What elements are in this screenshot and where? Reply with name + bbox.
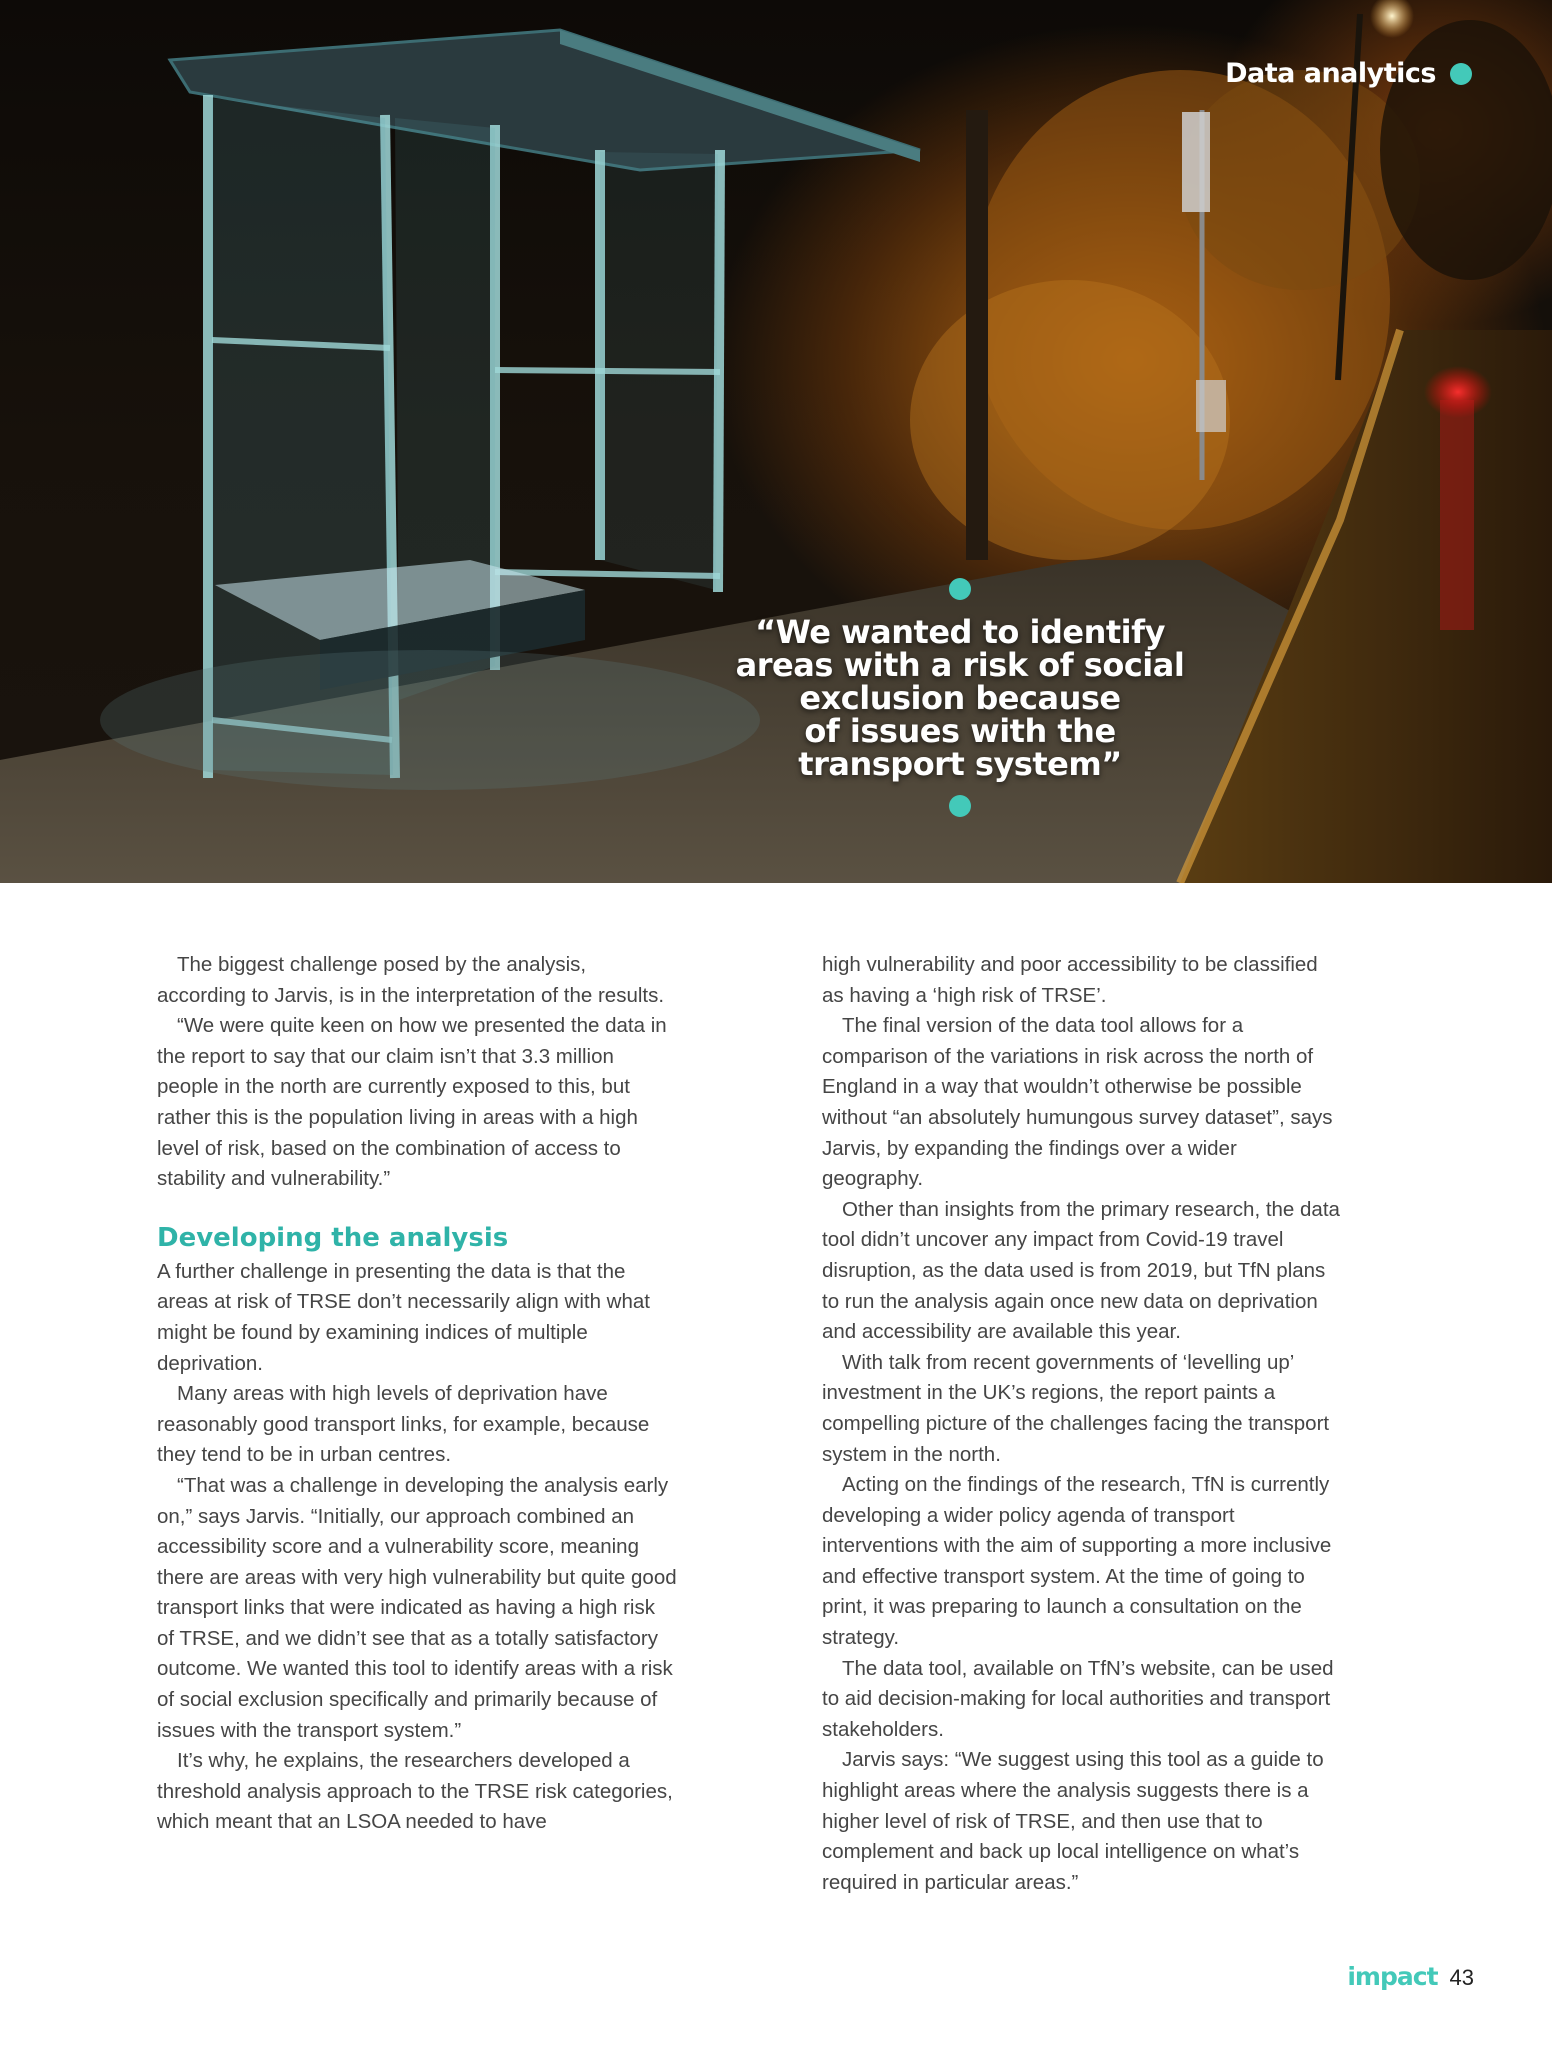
paragraph: It’s why, he explains, the researchers developed a threshold analysis approach to the TRSE risk categories, which meant that an LSOA needed to have	[157, 1749, 673, 1834]
magazine-logo: impact	[1347, 1962, 1438, 1991]
page-footer	[1347, 1962, 1474, 1991]
paragraph: With talk from recent governments of ‘levelling up’ investment in the UK’s regions, the report paints a compelling picture of the challenges facing the transport system in the north.	[822, 1350, 1330, 1466]
quote-bottom-dot-icon	[949, 795, 971, 817]
paragraph: The final version of the data tool allows for a comparison of the variations in risk across the north of England in a way that wouldn’t otherwise be possible without “an absolutely humungous survey dataset”, says Jarvis, by expanding the findings over a wider geography.	[822, 1014, 1333, 1191]
quote-top-dot-icon	[949, 578, 971, 600]
section-dot-icon	[1450, 63, 1472, 85]
paragraph: Other than insights from the primary research, the data tool didn’t uncover any impact from Covid-19 travel disruption, as the data used is from 2019, but TfN plans to run the analysis again once new data on deprivation and accessibility are available this year.	[822, 1197, 1340, 1344]
paragraph: A further challenge in presenting the data is that the areas at risk of TRSE don’t necessarily align with what might be found by examining indices of multiple deprivation.	[157, 1259, 650, 1375]
paragraph: Many areas with high levels of deprivation have reasonably good transport links, for example, because they tend to be in urban centres.	[157, 1382, 650, 1467]
paragraph: “That was a challenge in developing the analysis early on,” says Jarvis. “Initially, our approach combined an accessibility score and a vulnerability score, meaning there are areas with very high vulnerability but quite good transport links that were indicated as having a high risk of TRSE, and we didn’t see that as a totally satisfactory outcome. We wanted this tool to identify areas with a risk of social exclusion specifically and primarily because of issues with the transport system.”	[157, 1473, 677, 1742]
article-column-right	[822, 950, 1342, 1898]
pull-quote	[700, 578, 1220, 817]
paragraph: Jarvis says: “We suggest using this tool as a guide to highlight areas where the analysis suggests there is a higher level of risk of TRSE, and then use that to complement and back up local intelligence on what’s required in particular areas.”	[822, 1748, 1324, 1894]
paragraph: Acting on the findings of the research, TfN is currently developing a wider policy agenda of transport interventions with the aim of supporting a more inclusive and effective transport system. At the time of going to print, it was preparing to launch a consultation on the strategy.	[822, 1473, 1332, 1650]
hero-photo	[0, 0, 1552, 883]
paragraph: The biggest challenge posed by the analysis, according to Jarvis, is in the interpretation of the results.	[157, 953, 665, 1007]
paragraph: high vulnerability and poor accessibility to be classified as having a ‘high risk of TRSE’.	[822, 953, 1318, 1007]
paragraph: The data tool, available on TfN’s website, can be used to aid decision-making for local authorities and transport stakeholders.	[822, 1656, 1334, 1741]
section-heading: Developing the analysis	[157, 1222, 509, 1253]
paragraph: “We were quite keen on how we presented the data in the report to say that our claim isn’t that 3.3 million people in the north are currently exposed to this, but rather this is the population living in areas with a high level of risk, based on the combination of access to stability and vulnerability.”	[157, 1014, 667, 1191]
pull-quote-text: “We wanted to identify areas with a risk of social exclusion because of issues with the transport system”	[735, 613, 1185, 783]
section-label: Data analytics	[1225, 58, 1436, 89]
page-number: 43	[1449, 1965, 1474, 1990]
article-column-left	[157, 950, 677, 1838]
section-tag	[1225, 58, 1472, 89]
